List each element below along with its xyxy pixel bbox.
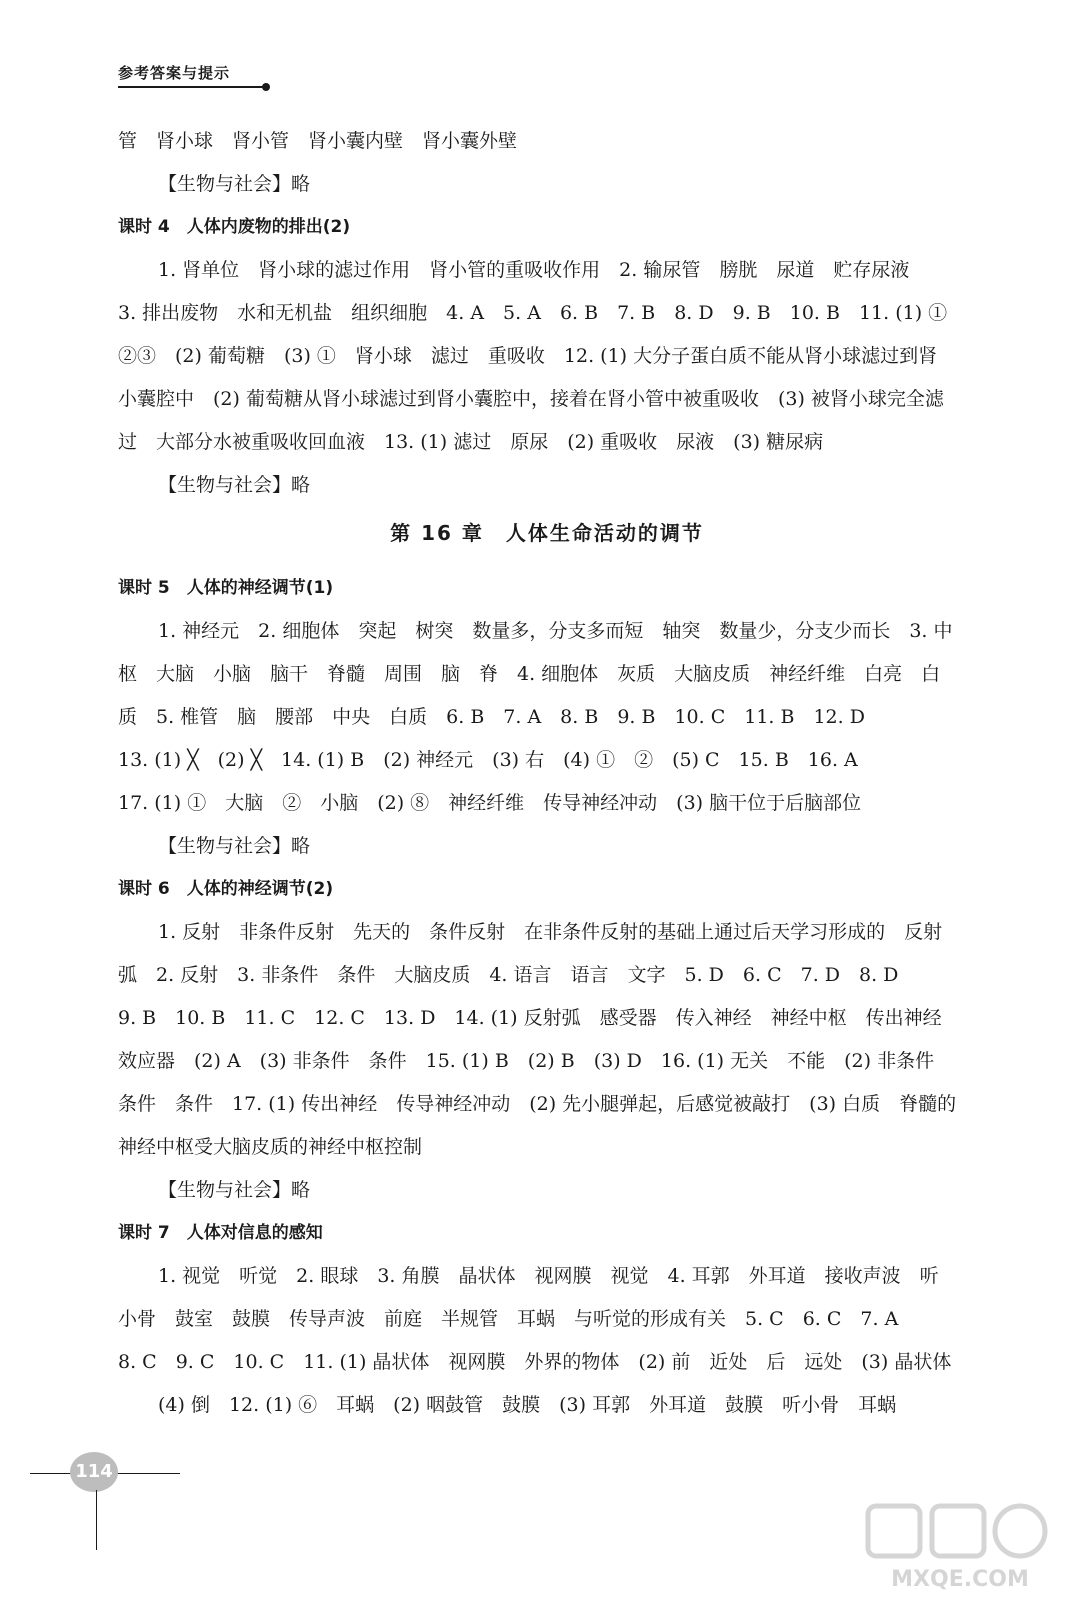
answer-line: 1. 肾单位 肾小球的滤过作用 肾小管的重吸收作用 2. 输尿管 膀胱 尿道 贮存尿液: [158, 259, 910, 281]
answer-line: 条件 条件 17. (1) 传出神经 传导神经冲动 (2) 先小腿弹起，后感觉被敲打 (3) 白质 脊髓的: [118, 1093, 957, 1115]
answer-line: 1. 神经元 2. 细胞体 突起 树突 数量多，分支多而短 轴突 数量少，分支少而长 3. 中: [158, 620, 953, 642]
answer-line: 9. B 10. B 11. C 12. C 13. D 14. (1) 反射弧 感受器 传入神经 神经中枢 传出神经: [118, 1007, 942, 1029]
answer-line: 小囊腔中 (2) 葡萄糖从肾小球滤过到肾小囊腔中，接着在肾小管中被重吸收 (3) 被肾小球完全滤: [118, 388, 944, 410]
lesson-heading: 课时 7 人体对信息的感知: [118, 1223, 323, 1243]
chapter-title: 第 16 章 人体生命活动的调节: [390, 521, 704, 545]
header-rule: [118, 86, 264, 88]
answer-line: 效应器 (2) A (3) 非条件 条件 15. (1) B (2) B (3) D 16. (1) 无关 不能 (2) 非条件: [118, 1050, 935, 1072]
answer-line: (4) 倒 12. (1) ⑥ 耳蜗 (2) 咽鼓管 鼓膜 (3) 耳郭 外耳道 鼓膜 听小骨 耳蜗: [158, 1394, 897, 1416]
watermark-text: MXQE.COM: [891, 1567, 1029, 1592]
answer-line: 过 大部分水被重吸收回血液 13. (1) 滤过 原尿 (2) 重吸收 尿液 (3) 糖尿病: [118, 431, 824, 453]
answer-line: 管 肾小球 肾小管 肾小囊内壁 肾小囊外壁: [118, 130, 518, 152]
answer-line: 【生物与社会】略: [158, 835, 311, 857]
page-number-stem: [96, 1490, 97, 1550]
answer-line: 1. 视觉 听觉 2. 眼球 3. 角膜 晶状体 视网膜 视觉 4. 耳郭 外耳道 接收声波 听: [158, 1265, 939, 1287]
answer-line: 【生物与社会】略: [158, 173, 311, 195]
answer-line: 枢 大脑 小脑 脑干 脊髓 周围 脑 脊 4. 细胞体 灰质 大脑皮质 神经纤维 白亮 白: [118, 663, 941, 685]
page-number: 114: [70, 1452, 118, 1492]
answer-line: 【生物与社会】略: [158, 474, 311, 496]
lesson-heading: 课时 6 人体的神经调节(2): [118, 879, 334, 899]
answer-line: ②③ (2) 葡萄糖 (3) ① 肾小球 滤过 重吸收 12. (1) 大分子蛋白质不能从肾小球滤过到肾: [118, 345, 938, 367]
answer-line: 3. 排出废物 水和无机盐 组织细胞 4. A 5. A 6. B 7. B 8. D 9. B 10. B 11. (1) ①: [118, 302, 948, 324]
watermark-logo-icon: [860, 1500, 1060, 1595]
answer-line: 1. 反射 非条件反射 先天的 条件反射 在非条件反射的基础上通过后天学习形成的 反射: [158, 921, 943, 943]
answer-line: 小骨 鼓室 鼓膜 传导声波 前庭 半规管 耳蜗 与听觉的形成有关 5. C 6. C 7. A: [118, 1308, 899, 1330]
answer-line: 弧 2. 反射 3. 非条件 条件 大脑皮质 4. 语言 语言 文字 5. D 6. C 7. D 8. D: [118, 964, 899, 986]
header-title: 参考答案与提示: [118, 64, 231, 82]
answer-line: 神经中枢受大脑皮质的神经中枢控制: [118, 1136, 423, 1158]
answer-content: [118, 120, 976, 1427]
answer-line: 8. C 9. C 10. C 11. (1) 晶状体 视网膜 外界的物体 (2) 前 近处 后 远处 (3) 晶状体: [118, 1351, 952, 1373]
lesson-heading: 课时 4 人体内废物的排出(2): [118, 217, 351, 237]
answer-line: 【生物与社会】略: [158, 1179, 311, 1201]
header-dot: [262, 83, 270, 91]
answer-line: 13. (1) ╳ (2) ╳ 14. (1) B (2) 神经元 (3) 右 (4) ① ② (5) C 15. B 16. A: [118, 749, 858, 771]
answer-line: 17. (1) ① 大脑 ② 小脑 (2) ⑧ 神经纤维 传导神经冲动 (3) 脑干位于后脑部位: [118, 792, 862, 814]
lesson-heading: 课时 5 人体的神经调节(1): [118, 578, 334, 598]
answer-line: 质 5. 椎管 脑 腰部 中央 白质 6. B 7. A 8. B 9. B 10. C 11. B 12. D: [118, 706, 865, 728]
